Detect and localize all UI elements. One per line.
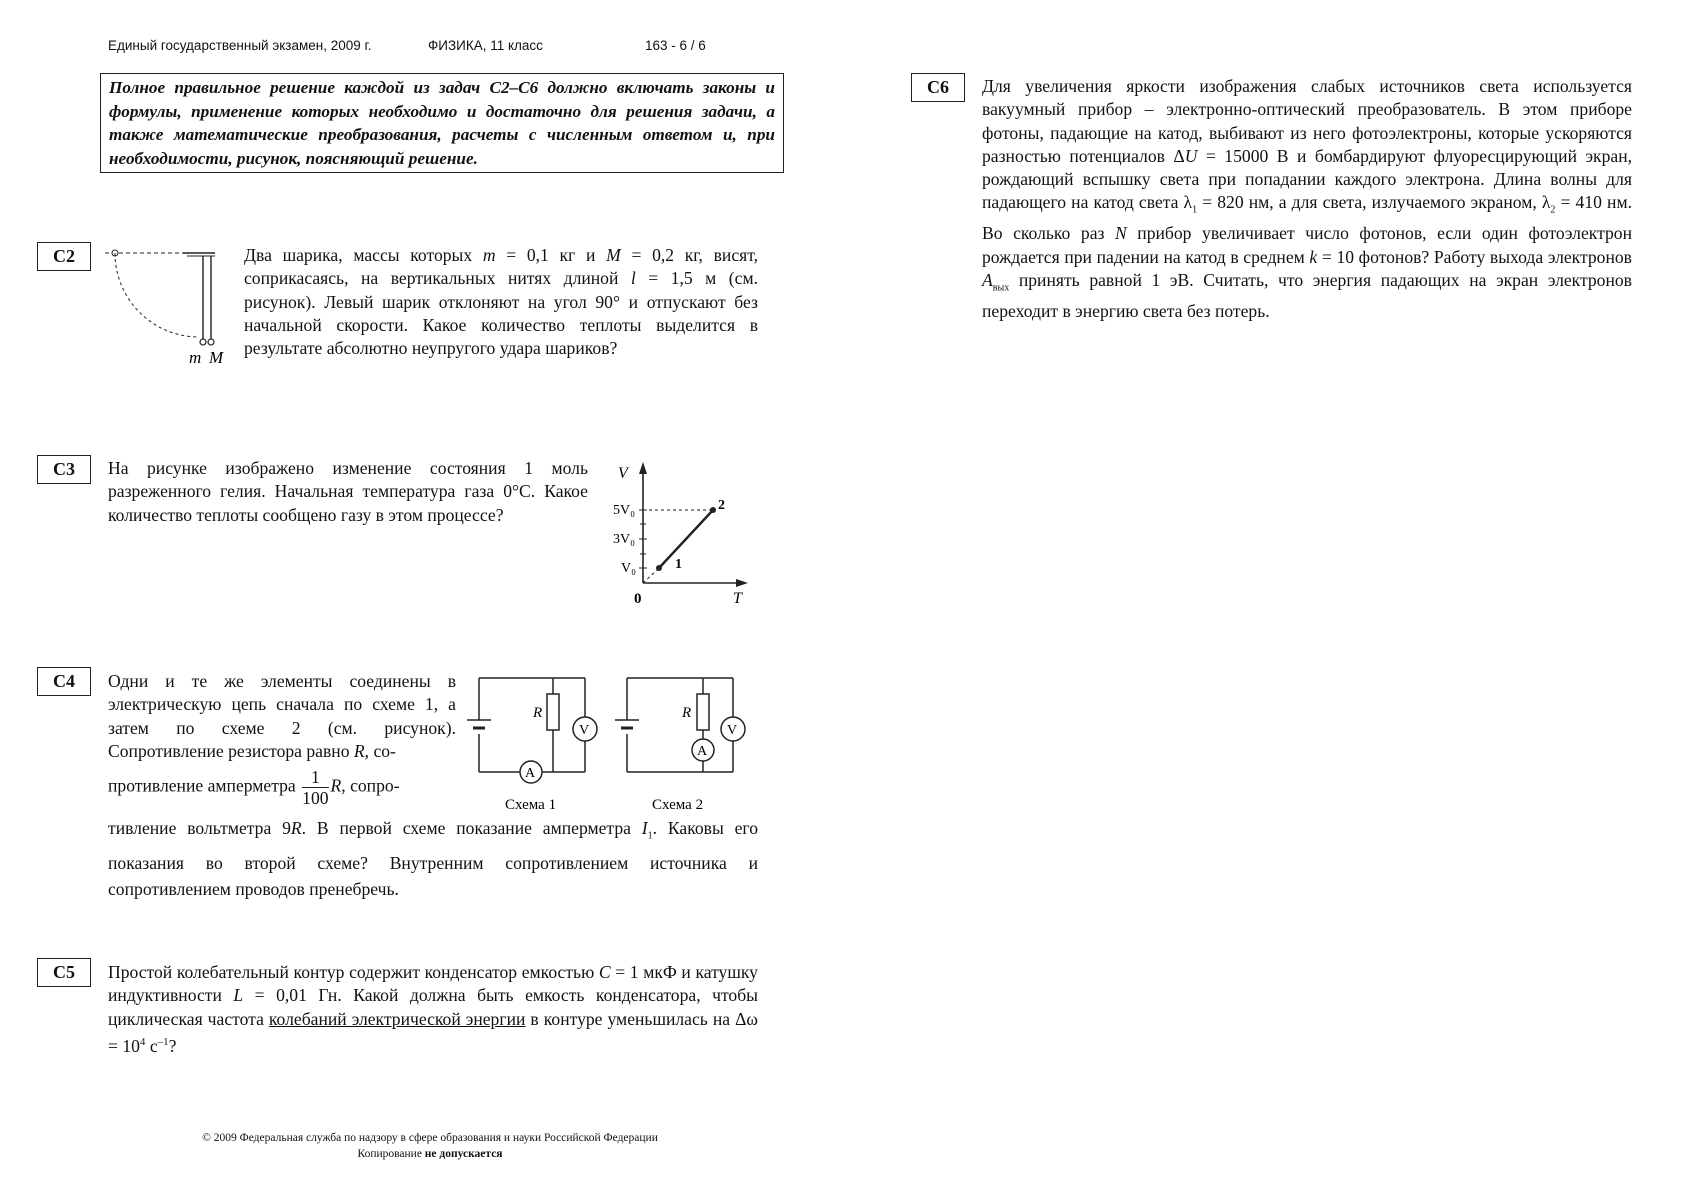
footer-copyright: © 2009 Федеральная служба по надзору в сфере образования и науки Российской Федерации	[202, 1132, 658, 1144]
pendulum-figure	[105, 240, 230, 370]
vt-graph	[605, 458, 755, 608]
problem-label-c5: C5	[37, 958, 91, 987]
problem-label-c3: C3	[37, 455, 91, 484]
problem-text-c5: Простой колебательный контур содержит конденсатор емкостью С = 1 мкФ и катушку индуктивности L = 0,01 Гн. Какой должна быть емкость конденсатора, чтобы циклическая частота колебаний электрической энергии в контуре уменьшилась на $\Delta\omega = 10^4$ $с^{-1}$?	[108, 962, 758, 1056]
t-axis-label: T	[733, 590, 742, 607]
origin-label: 0	[634, 591, 642, 607]
svg-text:V: V	[727, 723, 738, 738]
ball-m	[200, 339, 206, 345]
problem-label-c4: C4	[37, 667, 91, 696]
state-point-2	[710, 507, 716, 513]
problem-text-c4-fraction-line: противление амперметра $\frac{1}{100}$ R, сопро-	[108, 767, 400, 808]
tick-5v0: 5V₀	[613, 503, 635, 518]
solution-notice: Полное правильное решение каждой из задач C2–C6 должно включать законы и формулы, применение которых необходимо и достаточно для решения задачи, а также математические преобразования, расчеты с численным ответом и, при необходимости, рисунок, поясняющий решение.	[100, 73, 784, 173]
scheme-1-label: Схема 1	[505, 797, 557, 813]
svg-text:A: A	[697, 744, 708, 759]
scheme-1	[467, 678, 597, 813]
t-axis-arrow	[736, 579, 748, 587]
header-exam: Единый государственный экзамен, 2009 г.	[108, 38, 372, 53]
header-page-number: 163 - 6 / 6	[645, 38, 706, 53]
svg-text:A: A	[525, 766, 536, 781]
footer-copy-notice: Копирование не допускается	[357, 1148, 503, 1160]
v-axis-label: V	[618, 465, 628, 482]
swing-arc	[115, 253, 199, 337]
state-point-1	[656, 565, 662, 571]
process-line	[659, 510, 713, 568]
label-m: m	[189, 348, 202, 367]
problem-label-c6: C6	[911, 73, 965, 102]
resistor-1	[547, 694, 559, 730]
label-M: M	[209, 348, 224, 367]
svg-text:R: R	[533, 705, 543, 721]
tick-3v0: 3V₀	[613, 532, 635, 547]
problem-text-c4-top: Одни и те же элементы соединены в электрическую цепь сначала по схеме 1, а затем по схеме 2 (см. рисунок). Сопротивление резистора равно R, со-	[108, 671, 456, 761]
problem-text-c4-bottom: тивление вольтметра 9R. В первой схеме показание амперметра $I_1$. Каковы его показания во второй схеме? Внутренним сопротивлением источника и сопротивлением проводов пренебречь.	[108, 818, 758, 899]
scheme-2	[615, 678, 745, 813]
resistor-2	[697, 694, 709, 730]
problem-label-c2: C2	[37, 242, 91, 271]
problem-text-c3: На рисунке изображено изменение состояния 1 моль разреженного гелия. Начальная температура газа 0°С. Какое количество теплоты сообщено газу в этом процессе?	[108, 458, 588, 525]
state-label-1: 1	[675, 557, 682, 572]
problem-text-c2: Два шарика, массы которых m = 0,1 кг и M = 0,2 кг, висят, соприкасаясь, на вертикальных нитях длиной l = 1,5 м (см. рисунок). Левый шарик отклоняют на угол 90° и отпускают без начальной скорости. Какое количество теплоты выделится в результате абсолютно неупругого удара шариков?	[244, 245, 758, 359]
header-subject: ФИЗИКА, 11 класс	[428, 38, 543, 53]
state-label-2: 2	[718, 498, 725, 513]
circuit-figures	[465, 672, 765, 817]
svg-text:V: V	[579, 723, 590, 738]
problem-text-c6: Для увеличения яркости изображения слабых источников света используется вакуумный прибор – электронно-оптический преобразователь. В этом приборе фотоны, падающие на катод, выбивают из него фотоэлектроны, которые ускоряются разностью потенциалов ΔU = 15000 В и бомбардируют флуоресцирующий экран, рождающий вспышку света при попадании каждого электрона. Длина волны для падающего на катод света $\lambda_1 = 820$ нм, а для света, излучаемого экраном, $\lambda_2 = 410$ нм. Во сколько раз N прибор увеличивает число фотонов, если один фотоэлектрон рождается при падении на катод в среднем k = 10 фотонов? Работу выхода электронов $A_{вых}$ принять равной 1 эВ. Считать, что энергия падающих на экран электронов переходит в энергию света без потерь.	[982, 76, 1633, 321]
ball-M	[208, 339, 214, 345]
scheme-2-label: Схема 2	[652, 797, 704, 813]
svg-text:R: R	[682, 705, 692, 721]
v-axis-arrow	[639, 462, 647, 474]
tick-v0: V₀	[621, 561, 636, 576]
dashed-extension	[643, 568, 659, 583]
